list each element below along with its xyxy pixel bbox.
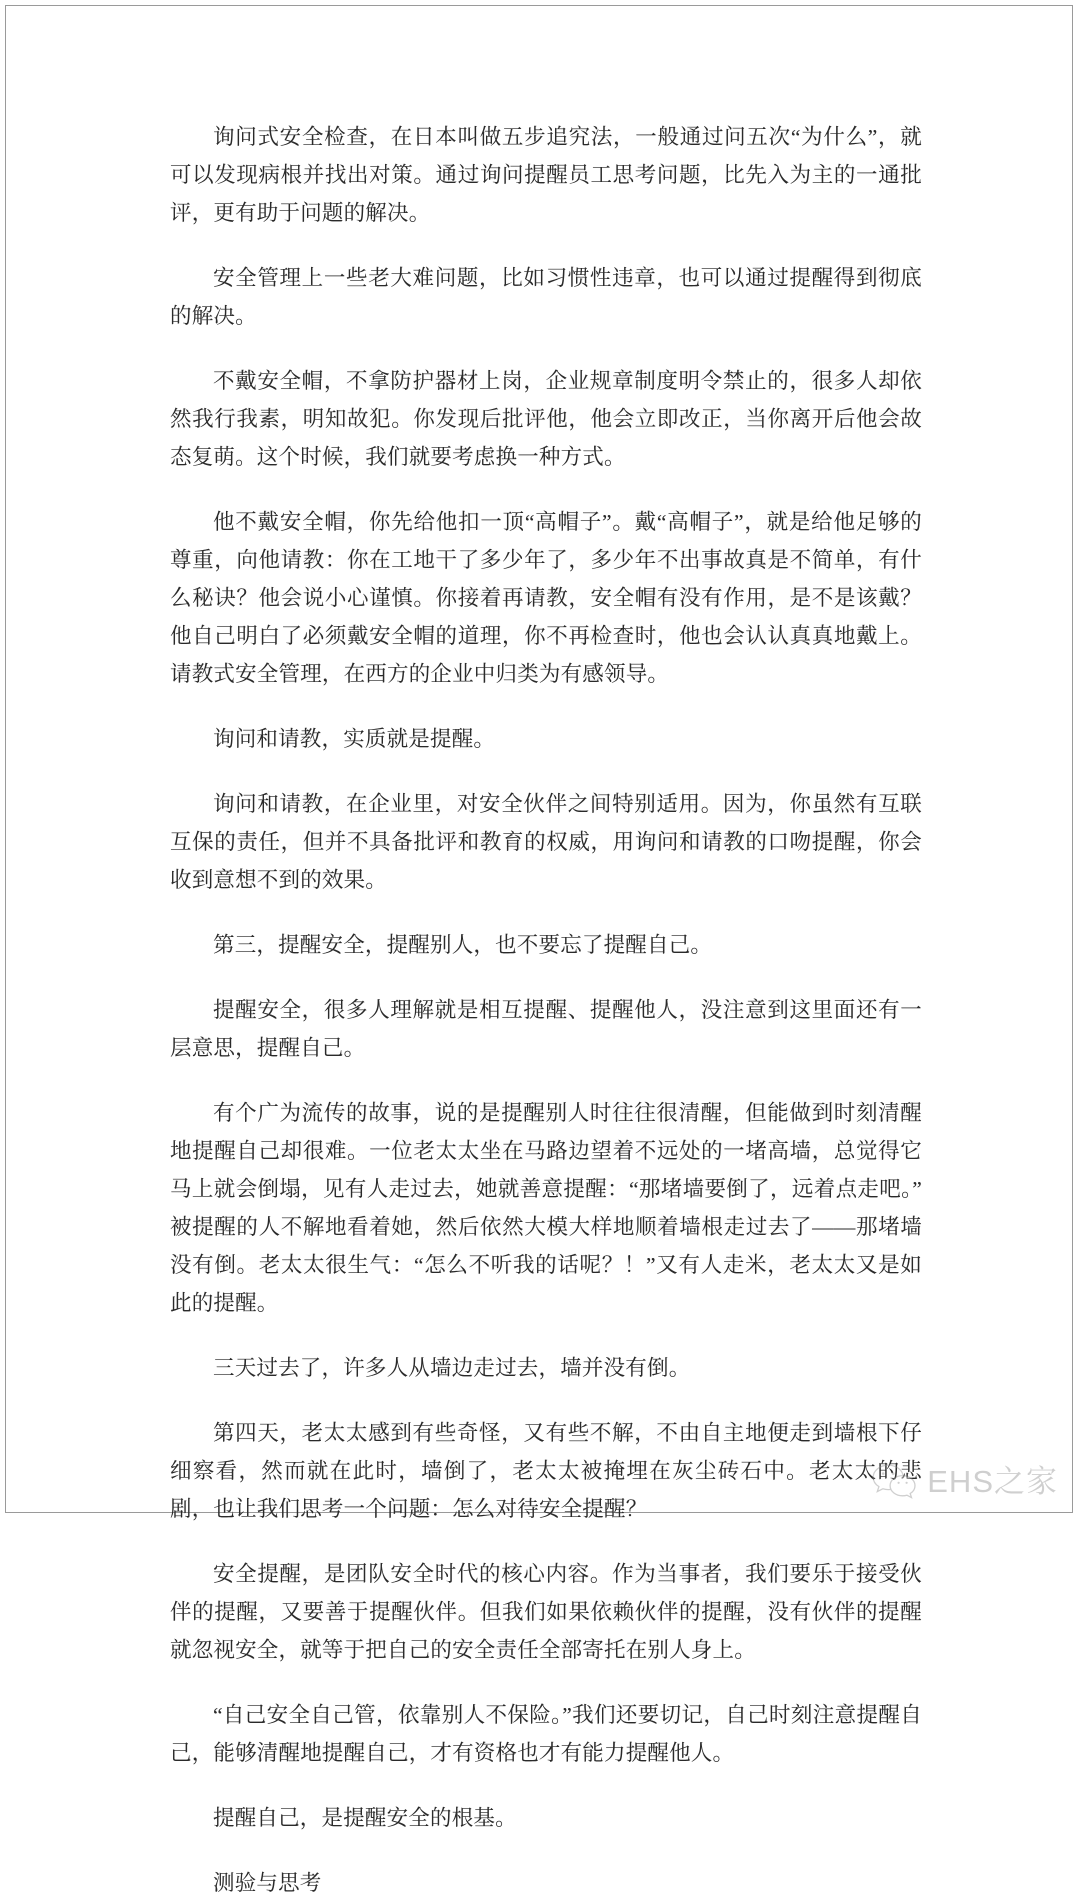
footer-watermark xyxy=(871,1461,1058,1501)
paragraph: 提醒自己，是提醒安全的根基。 xyxy=(213,1806,517,1830)
brand-label: EHS之家 xyxy=(927,1463,1058,1499)
paragraph: 他不戴安全帽，你先给他扣一顶“高帽子”。戴“高帽子”，就是给他足够的尊重，向他请教：你在工地干了多少年了，多少年不出事故真是不简单，有什么秘诀？他会说小心谨慎。你接着再请教，安全帽有没有作用，是不是该戴？他自己明白了必须戴安全帽的道理，你不再检查时，他也会认认真真地戴上。请教式安全管理，在西方的企业中归类为有感领导。 xyxy=(170,510,922,686)
paragraph: 不戴安全帽，不拿防护器材上岗，企业规章制度明令禁止的，很多人却依然我行我素，明知故犯。你发现后批评他，他会立即改正，当你离开后他会故态复萌。这个时候，我们就要考虑换一种方式。 xyxy=(170,369,922,469)
paragraph: 有个广为流传的故事，说的是提醒别人时往往很清醒，但能做到时刻清醒地提醒自己却很难。一位老太太坐在马路边望着不远处的一堵高墙，总觉得它马上就会倒塌，见有人走过去，她就善意提醒：“那堵墙要倒了，远着点走吧。”被提醒的人不解地看着她，然后依然大模大样地顺着墙根走过去了——那堵墙没有倒。老太太很生气：“怎么不听我的话呢？！”又有人走米，老太太又是如此的提醒。 xyxy=(170,1101,922,1315)
paragraph: 安全提醒，是团队安全时代的核心内容。作为当事者，我们要乐于接受伙伴的提醒，又要善于提醒伙伴。但我们如果依赖伙伴的提醒，没有伙伴的提醒就忽视安全，就等于把自己的安全责任全部寄托在别人身上。 xyxy=(170,1562,922,1662)
paragraph: 第三，提醒安全，提醒别人，也不要忘了提醒自己。 xyxy=(213,933,713,957)
paragraph: 询问和请教，在企业里，对安全伙伴之间特别适用。因为，你虽然有互联互保的责任，但并不具备批评和教育的权威，用询问和请教的口吻提醒，你会收到意想不到的效果。 xyxy=(170,792,922,892)
paragraph: 第四天，老太太感到有些奇怪，又有些不解，不由自主地便走到墙根下仔细察看，然而就在此时，墙倒了，老太太被掩埋在灰尘砖石中。老太太的悲剧，也让我们思考一个问题：怎么对待安全提醒？ xyxy=(170,1421,922,1521)
paragraph: “自己安全自己管，依靠别人不保险。”我们还要切记，自己时刻注意提醒自己，能够清醒地提醒自己，才有资格也才有能力提醒他人。 xyxy=(170,1703,922,1765)
paragraph: 安全管理上一些老大难问题，比如习惯性违章，也可以通过提醒得到彻底的解决。 xyxy=(170,266,922,328)
paragraph: 三天过去了，许多人从墙边走过去，墙并没有倒。 xyxy=(213,1356,691,1380)
document-body xyxy=(170,118,922,1902)
paragraph: 测验与思考 xyxy=(213,1871,322,1895)
paragraph: 询问式安全检查，在日本叫做五步追究法，一般通过问五次“为什么”，就可以发现病根并找出对策。通过询问提醒员工思考问题，比先入为主的一通批评，更有助于问题的解决。 xyxy=(170,125,922,225)
wechat-icon xyxy=(871,1461,917,1501)
paragraph: 提醒安全，很多人理解就是相互提醒、提醒他人，没注意到这里面还有一层意思，提醒自己。 xyxy=(170,998,922,1060)
paragraph: 询问和请教，实质就是提醒。 xyxy=(213,727,496,751)
